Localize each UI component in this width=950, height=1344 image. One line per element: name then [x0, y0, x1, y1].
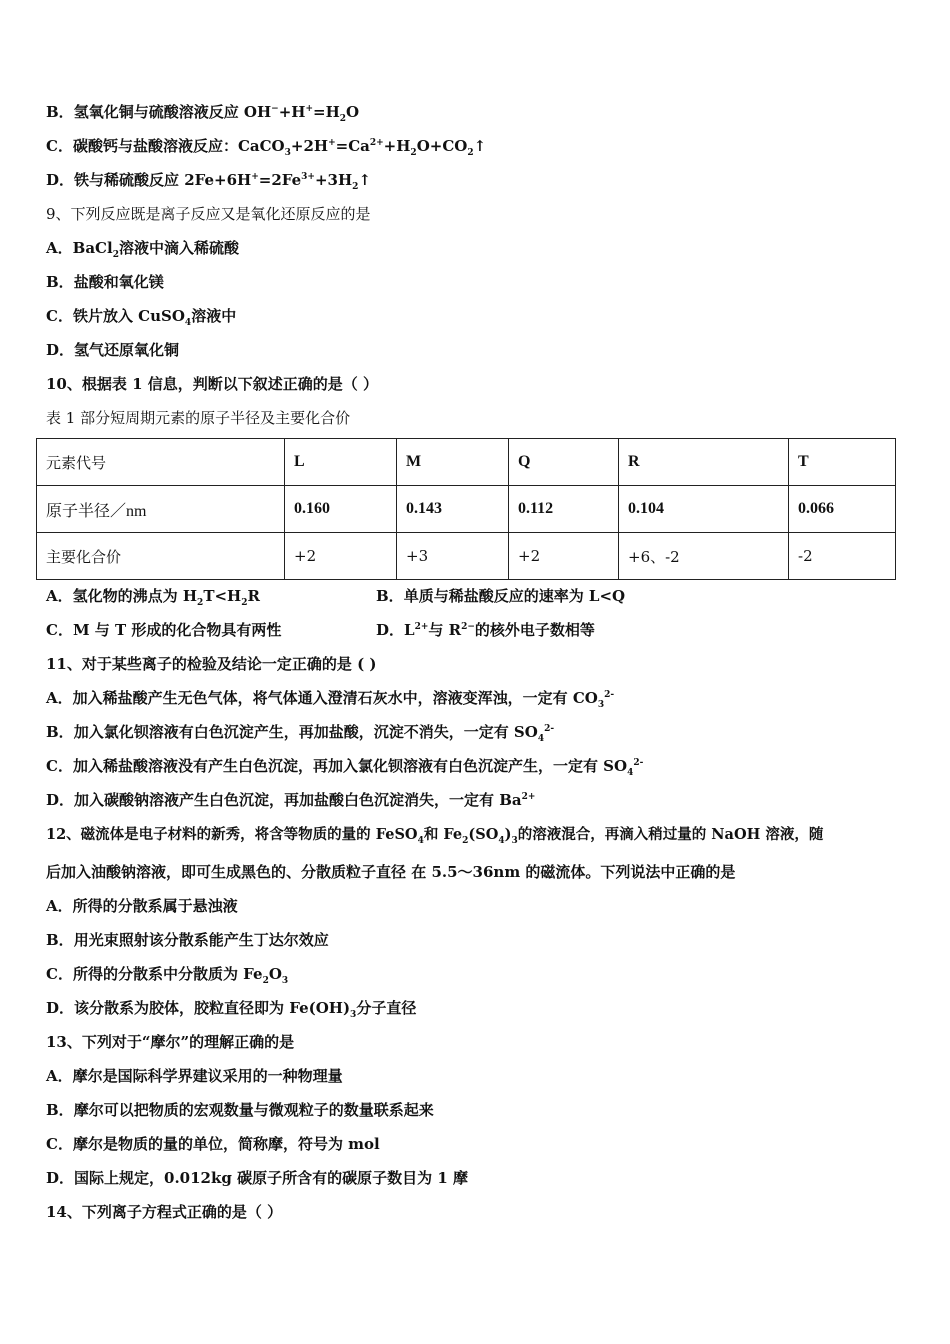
- q9-option-d: D．氢气还原氧化铜: [46, 341, 180, 359]
- table-row-header: [37, 439, 896, 486]
- table-caption: 表 1 部分短周期元素的原子半径及主要化合价: [46, 409, 351, 427]
- table-cell: 0.143: [397, 486, 509, 533]
- q13-option-a: A．摩尔是国际科学界建议采用的一种物理量: [46, 1067, 343, 1085]
- table-cell: 0.104: [619, 486, 789, 533]
- q13-option-d: D．国际上规定，0.012kg 碳原子所含有的碳原子数目为 1 摩: [46, 1169, 468, 1187]
- table-cell: 原子半径／nm: [37, 486, 285, 533]
- table-cell: Q: [509, 439, 619, 486]
- q13-option-c: C．摩尔是物质的量的单位，简称摩，符号为 mol: [46, 1135, 380, 1153]
- q11-option-c: C．加入稀盐酸溶液没有产生白色沉淀，再加入氯化钡溶液有白色沉淀产生，一定有 $SO_4^{2-}$: [46, 757, 644, 778]
- q12-option-d: D．该分散系为胶体，胶粒直径即为 $Fe(OH)_3$分子直径: [46, 999, 417, 1020]
- table-cell: 主要化合价: [37, 533, 285, 580]
- q12-option-b: B．用光束照射该分散系能产生丁达尔效应: [46, 931, 329, 949]
- table-cell: 0.112: [509, 486, 619, 533]
- q9-option-b: B．盐酸和氧化镁: [46, 273, 164, 291]
- q11-stem: 11、对于某些离子的检验及结论一定正确的是 ( ): [46, 655, 377, 673]
- table-cell: M: [397, 439, 509, 486]
- table-cell: L: [285, 439, 397, 486]
- q8-option-d: D．铁与稀硫酸反应 $2Fe+6H^+=2Fe^{3+}+3H_2↑$: [46, 171, 372, 192]
- q9-option-a: A．BaCl$_2$溶液中滴入稀硫酸: [46, 239, 239, 260]
- table-cell: R: [619, 439, 789, 486]
- table-cell: +3: [397, 533, 509, 580]
- table-cell: T: [789, 439, 896, 486]
- q10-option-c: C．M 与 T 形成的化合物具有两性: [46, 621, 282, 639]
- table-cell: 0.066: [789, 486, 896, 533]
- q9-option-c: C．铁片放入 CuSO$_4$溶液中: [46, 307, 237, 328]
- q10-stem: 10、根据表 1 信息，判断以下叙述正确的是（ ）: [46, 375, 378, 393]
- table-cell: 元素代号: [37, 439, 285, 486]
- table-row-radius: [37, 486, 896, 533]
- q14-stem: 14、下列离子方程式正确的是（ ）: [46, 1203, 283, 1221]
- table-row-valence: [37, 533, 896, 580]
- q10-option-b: B．单质与稀盐酸反应的速率为 L<Q: [376, 587, 626, 605]
- element-table: [36, 438, 896, 580]
- table-cell: +2: [509, 533, 619, 580]
- table-cell: 0.160: [285, 486, 397, 533]
- q10-option-d: D．$L^{2+}$与 $R^{2-}$的核外电子数相等: [376, 621, 595, 639]
- q11-option-d: D．加入碳酸钠溶液产生白色沉淀，再加盐酸白色沉淀消失，一定有 $Ba^{2+}$: [46, 791, 536, 809]
- q8-option-b: B．氢氧化铜与硫酸溶液反应 $OH^-+H^+=H_2O$: [46, 103, 360, 124]
- q8-option-c: C．碳酸钙与盐酸溶液反应：$CaCO_3+2H^+=Ca^{2+}+H_2O+CO_2↑$: [46, 137, 487, 158]
- table-cell: +6、-2: [619, 533, 789, 580]
- q13-stem: 13、下列对于“摩尔”的理解正确的是: [46, 1033, 295, 1051]
- q12-option-c: C．所得的分散系中分散质为 $Fe_2O_3$: [46, 965, 289, 986]
- table-cell: -2: [789, 533, 896, 580]
- q12-stem-line1: 12、磁流体是电子材料的新秀，将含等物质的量的 FeSO$_4$和 $Fe_2(SO_4)_3$的溶液混合，再滴入稍过量的 NaOH 溶液，随: [46, 826, 824, 846]
- q13-option-b: B．摩尔可以把物质的宏观数量与微观粒子的数量联系起来: [46, 1101, 434, 1119]
- table-cell: +2: [285, 533, 397, 580]
- q11-option-b: B．加入氯化钡溶液有白色沉淀产生，再加盐酸，沉淀不消失，一定有 $SO_4^{2-}$: [46, 723, 555, 744]
- q9-stem: 9、下列反应既是离子反应又是氧化还原反应的是: [46, 205, 371, 223]
- q10-option-a: A．氢化物的沸点为 $H_2T<H_2R$: [46, 587, 260, 608]
- q11-option-a: A．加入稀盐酸产生无色气体，将气体通入澄清石灰水中，溶液变浑浊，一定有 $CO_3^{2-}$: [46, 689, 615, 710]
- q12-option-a: A．所得的分散系属于悬浊液: [46, 897, 238, 915]
- q12-stem-line2: 后加入油酸钠溶液，即可生成黑色的、分散质粒子直径 在 5.5～36nm 的磁流体。下列说法中正确的是: [46, 863, 736, 881]
